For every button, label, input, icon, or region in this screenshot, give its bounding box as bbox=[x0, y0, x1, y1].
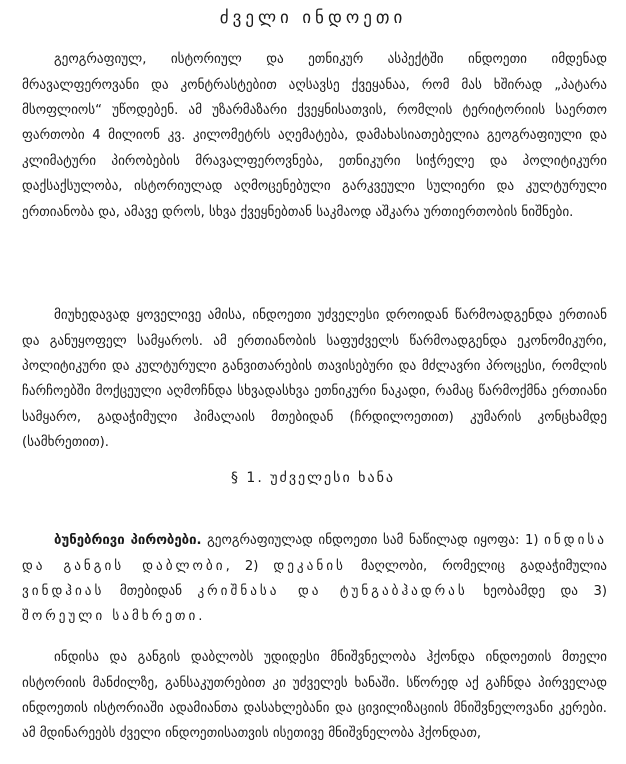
text-run: მაღლობი, რომელიც გადაჭიმულია bbox=[345, 558, 607, 574]
text-run: . bbox=[198, 609, 203, 625]
paragraph-indus-ganges: ინდისა და განგის დაბლობს უდიდესი მნიშვნელობა ჰქონდა ინდოეთის მთელი ისტორიის მანძილზე, განსაკუთრებით კი უძველეს ხანაში. სწორედ აქ გაჩნდა პირველად ინდოეთის ისტორიაში ადამიანთა დასახლებანი და ცივილიზაციის მნიშვნელოვანი კერები. ამ მდინარეებს ძველი ინდოეთისათვის ისეთივე მნიშვნელობა ჰქონდათ, bbox=[22, 650, 607, 742]
river-names-krishna-tungabhadra: კრიშნასა და ტუნგაბჰადრას bbox=[197, 584, 468, 599]
text-run: გეოგრაფიულად ინდოეთი სამ ნაწილად იყოფა: 1) bbox=[201, 533, 545, 549]
region-name-far-south: შორეული სამხრეთი bbox=[22, 609, 199, 625]
paragraph-intro: გეოგრაფიულ, ისტორიულ და ეთნიკურ ასპექტში ინდოეთი იმდენად მრავალფეროვანი და კონტრასტებით აღსავსე ქვეყანაა, რომ მას ხშირად „პატარა მსოფლიოს“ უწოდებენ. ამ უზარმაზარი ქვეყნისათვის, რომლის ტერიტორიის საერთო ფართობი 4 მილიონ კვ. კილომეტრს აღემატება, დამახასიათებელია გეოგრაფიული და კლიმატური პირობების მრავალფეროვნება, ეთნიკური სიჭრელე და პოლიტიკური დაქსაქსულობა, ისტორიულად აღმოცენებული გარკვეული სულიერი და კულტურული ერთიანობა და, ამავე დროს, სხვა ქვეყნებთან საკმაოდ აშკარა ურთიერთობის ნიშნები. bbox=[22, 52, 607, 220]
page-title: ძველი ინდოეთი bbox=[219, 8, 407, 28]
paragraph-lead-term: ბუნებრივი პირობები. bbox=[54, 533, 202, 549]
section-heading: § 1. უძველესი ხანა bbox=[230, 470, 396, 486]
text-run: , 2) bbox=[225, 558, 274, 574]
mountain-name-vindhya: ვინდჰიას bbox=[22, 584, 105, 599]
text-run: მთებიდან bbox=[104, 584, 198, 599]
region-name-deccan: დეკანის bbox=[273, 558, 346, 574]
paragraph-unity: მიუხედავად ყოველივე ამისა, ინდოეთი უძველესი დროიდან წარმოადგენდა ერთიან და განუყოფელ სამყაროს. ამ ერთიანობის საფუძველს წარმოადგენდა ეკონომიკური, პოლიტიკური და კულტურული განვითარების თავისებური და მძლავრი პროცესი, რომლის ჩარჩოებში მოქცეული აღმოჩნდა სხვადასხვა ეთნიკური ნაკადი, რამაც წარმოქმნა ერთიანი სამყარო, გადაჭიმული ჰიმალაის მთებიდან (ჩრდილოეთით) კუმარის კონცხამდე (სამხრეთით). bbox=[22, 308, 607, 451]
paragraph-natural-conditions bbox=[22, 528, 607, 630]
text-run: ხეობამდე და 3) bbox=[467, 584, 607, 599]
region-name-indus-ganges: ინდისა და განგის დაბლობი bbox=[22, 533, 607, 574]
